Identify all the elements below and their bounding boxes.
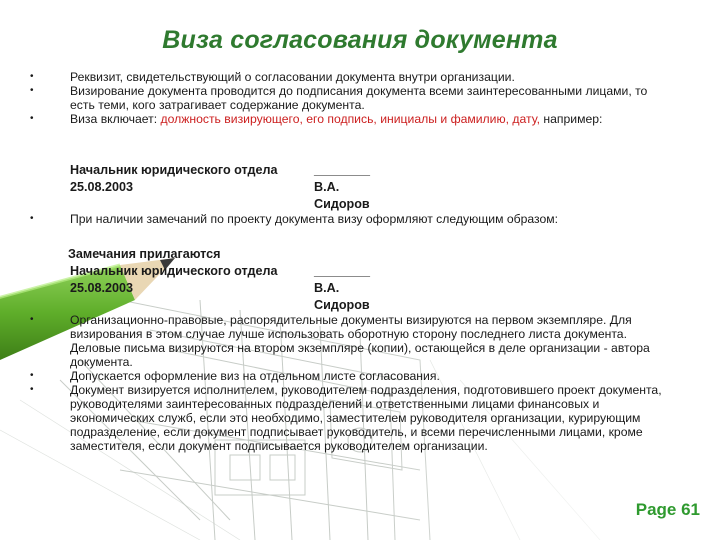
- bullet-list-remarks: [30, 212, 670, 226]
- bullet-item: [30, 112, 670, 126]
- visa-signature-line: ________ В.А. Сидоров: [314, 264, 371, 312]
- page-number: Page 61: [635, 500, 700, 519]
- bullet-dot: •: [30, 370, 34, 381]
- bullet-dot: •: [30, 71, 34, 82]
- bullet-text: Документ визируется исполнителем, руководителем подразделения, подготовившего проект документа, руководителями заинтересованных подразделений и ответственными лицами финансовых и экономических служб, если это необходимо, заместителем руководителя организации, курирующим подразделение, если документ подписывает руководитель, и всеми перечисленными лицами, кроме заместителя, если документ подписывается руководителем организации.: [70, 383, 662, 453]
- visa-position: Начальник юридического отдела: [70, 163, 278, 177]
- bullet-item: [30, 70, 670, 84]
- visa-example-1: [70, 162, 371, 211]
- visa-example-2: [70, 263, 371, 312]
- bullet-dot: •: [30, 85, 34, 96]
- visa-position: Начальник юридического отдела: [70, 264, 278, 278]
- bullet-text: При наличии замечаний по проекту документа визу оформляют следующим образом:: [70, 212, 559, 226]
- bullet-visa-suffix: например:: [540, 112, 603, 126]
- bullet-text: Допускается оформление виз на отдельном листе согласования.: [70, 369, 440, 383]
- bullet-dot: •: [30, 384, 34, 395]
- bullet-text: Реквизит, свидетельствующий о согласовании документа внутри организации.: [70, 70, 515, 84]
- visa-date: 25.08.2003: [70, 180, 134, 194]
- bullet-dot: •: [30, 314, 34, 325]
- bullet-dot: •: [30, 113, 34, 124]
- bullet-dot: •: [30, 213, 34, 224]
- bullet-item: [30, 383, 670, 453]
- bullet-item: [30, 212, 670, 226]
- visa-date: 25.08.2003: [70, 281, 134, 295]
- visa-example-2-note: [68, 246, 221, 263]
- bullet-list-bottom: [30, 313, 670, 453]
- visa-signature-line: ________ В.А. Сидоров: [314, 163, 371, 211]
- bullet-item: [30, 369, 670, 383]
- slide-title: Виза согласования документа: [162, 26, 558, 54]
- bullet-text: Организационно-правовые, распорядительные документы визируются на первом экземпляре. Для визирования в этом случае лучше использовать оборотную сторону последнего листа документа. Деловые письма визируются на втором экземпляре (копии), остающейся в деле организации - автора документа.: [70, 313, 650, 369]
- bullet-visa-highlight: должность визирующего, его подпись, инициалы и фамилию, дату,: [160, 112, 540, 126]
- bullet-item: [30, 313, 670, 369]
- bullet-visa-prefix: Виза включает:: [70, 112, 161, 126]
- visa-remarks-note: Замечания прилагаются: [68, 247, 221, 261]
- bullet-item: [30, 84, 670, 112]
- bullet-list-top: [30, 70, 670, 126]
- bullet-text: Визирование документа проводится до подписания документа всеми заинтересованными лицами, то есть теми, кого затрагивает содержание документа.: [70, 84, 648, 112]
